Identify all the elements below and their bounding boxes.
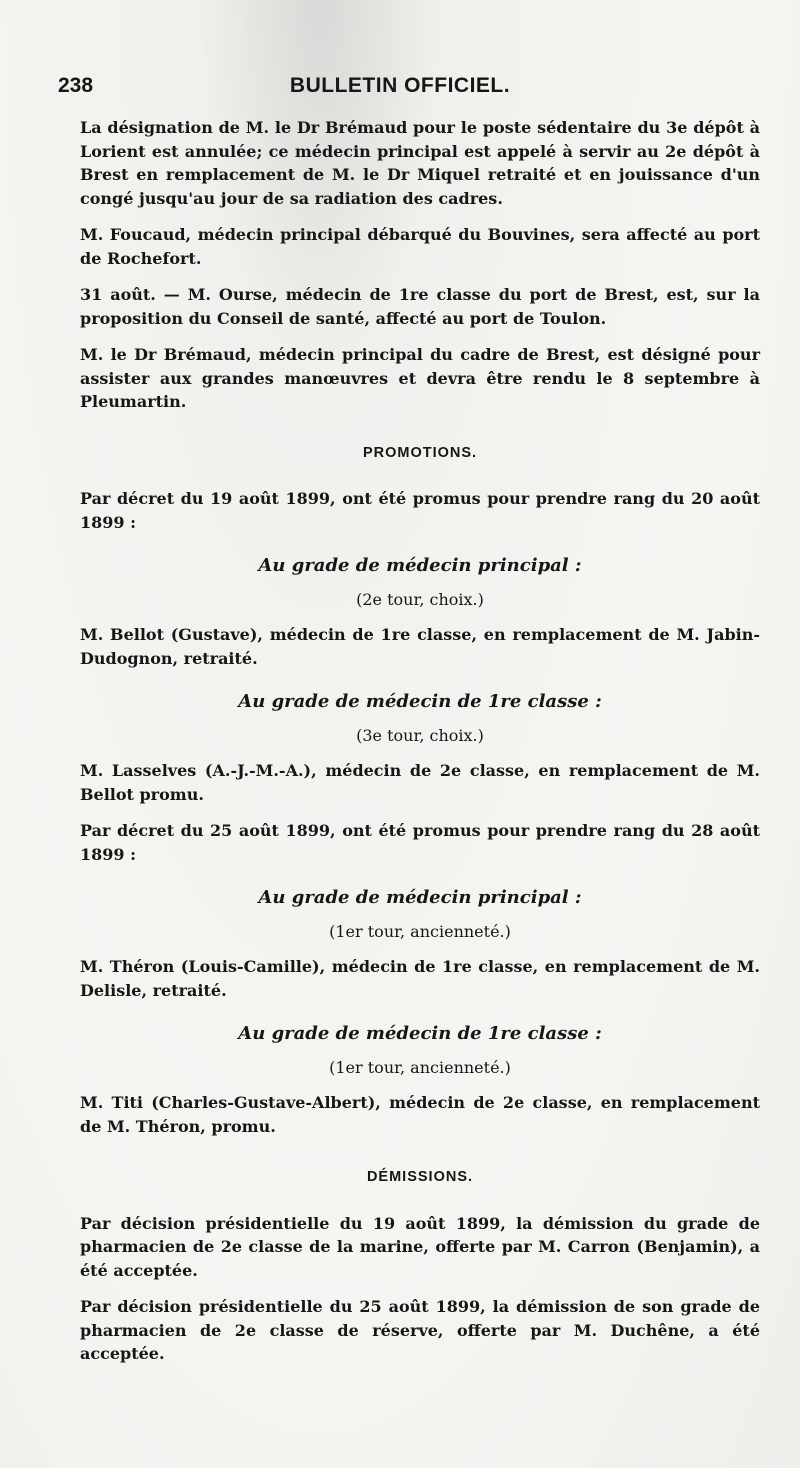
grade-heading-premiere-classe: Au grade de médecin de 1re classe : — [238, 1023, 602, 1044]
grade-heading-principal: Au grade de médecin principal : — [258, 555, 582, 576]
paragraph-manoeuvres: M. le Dr Brémaud, médecin principal du cadre de Brest, est désigné pour assister aux grandes manœuvres et devra être rendu le 8 septembre à Pleumartin. — [80, 345, 760, 411]
promotions-heading: PROMOTIONS. — [362, 444, 478, 461]
grade-heading-principal: Au grade de médecin principal : — [258, 887, 582, 908]
page-number: 238 — [58, 74, 94, 97]
paragraph-bremaud: La désignation de M. le Dr Brémaud pour le poste sédentaire du 3e dépôt à Lorient est annulée; ce médecin principal est appelé à servir au 2e dépôt à Brest en remplacement de M. le Dr Miquel retraité et en jouissance d'un congé jusqu'au jour de sa radiation des cadres. — [80, 118, 760, 208]
tour-note: (1er tour, ancienneté.) — [329, 921, 511, 941]
tour-note: (3e tour, choix.) — [356, 725, 484, 745]
tour-note: (1er tour, ancienneté.) — [329, 1057, 511, 1077]
demission-duchene: Par décision présidentielle du 25 août 1899, la démission de son grade de pharmacien de 2e classe de réserve, offerte par M. Duchêne, a été acceptée. — [80, 1297, 760, 1363]
promotion-entry-lasselves: M. Lasselves (A.-J.-M.-A.), médecin de 2e classe, en remplacement de M. Bellot promu. — [80, 761, 760, 804]
paragraph-ourse: 31 août. — M. Ourse, médecin de 1re classe du port de Brest, est, sur la proposition du Conseil de santé, affecté au port de Toulon. — [80, 285, 760, 328]
paragraph-foucaud: M. Foucaud, médecin principal débarqué du Bouvines, sera affecté au port de Rochefort. — [80, 225, 760, 268]
decree-19-aout: Par décret du 19 août 1899, ont été promus pour prendre rang du 20 août 1899 : — [80, 489, 760, 532]
demission-carron: Par décision présidentielle du 19 août 1899, la démission du grade de pharmacien de 2e classe de la marine, offerte par M. Carron (Benjamin), a été acceptée. — [80, 1213, 760, 1280]
running-title: BULLETIN OFFICIEL. — [289, 74, 511, 97]
demissions-heading: DÉMISSIONS. — [366, 1169, 474, 1185]
decree-25-aout: Par décret du 25 août 1899, ont été promus pour prendre rang du 28 août 1899 : — [80, 821, 760, 864]
document-body — [80, 116, 760, 1379]
promotion-entry-theron: M. Théron (Louis-Camille), médecin de 1re classe, en remplacement de M. Delisle, retraité. — [80, 957, 760, 1000]
grade-heading-premiere-classe: Au grade de médecin de 1re classe : — [238, 691, 602, 712]
promotion-entry-bellot: M. Bellot (Gustave), médecin de 1re classe, en remplacement de M. Jabin-Dudognon, retraité. — [80, 625, 760, 668]
tour-note: (2e tour, choix.) — [356, 589, 484, 609]
promotion-entry-titi: M. Titi (Charles-Gustave-Albert), médecin de 2e classe, en remplacement de M. Théron, promu. — [80, 1093, 760, 1136]
